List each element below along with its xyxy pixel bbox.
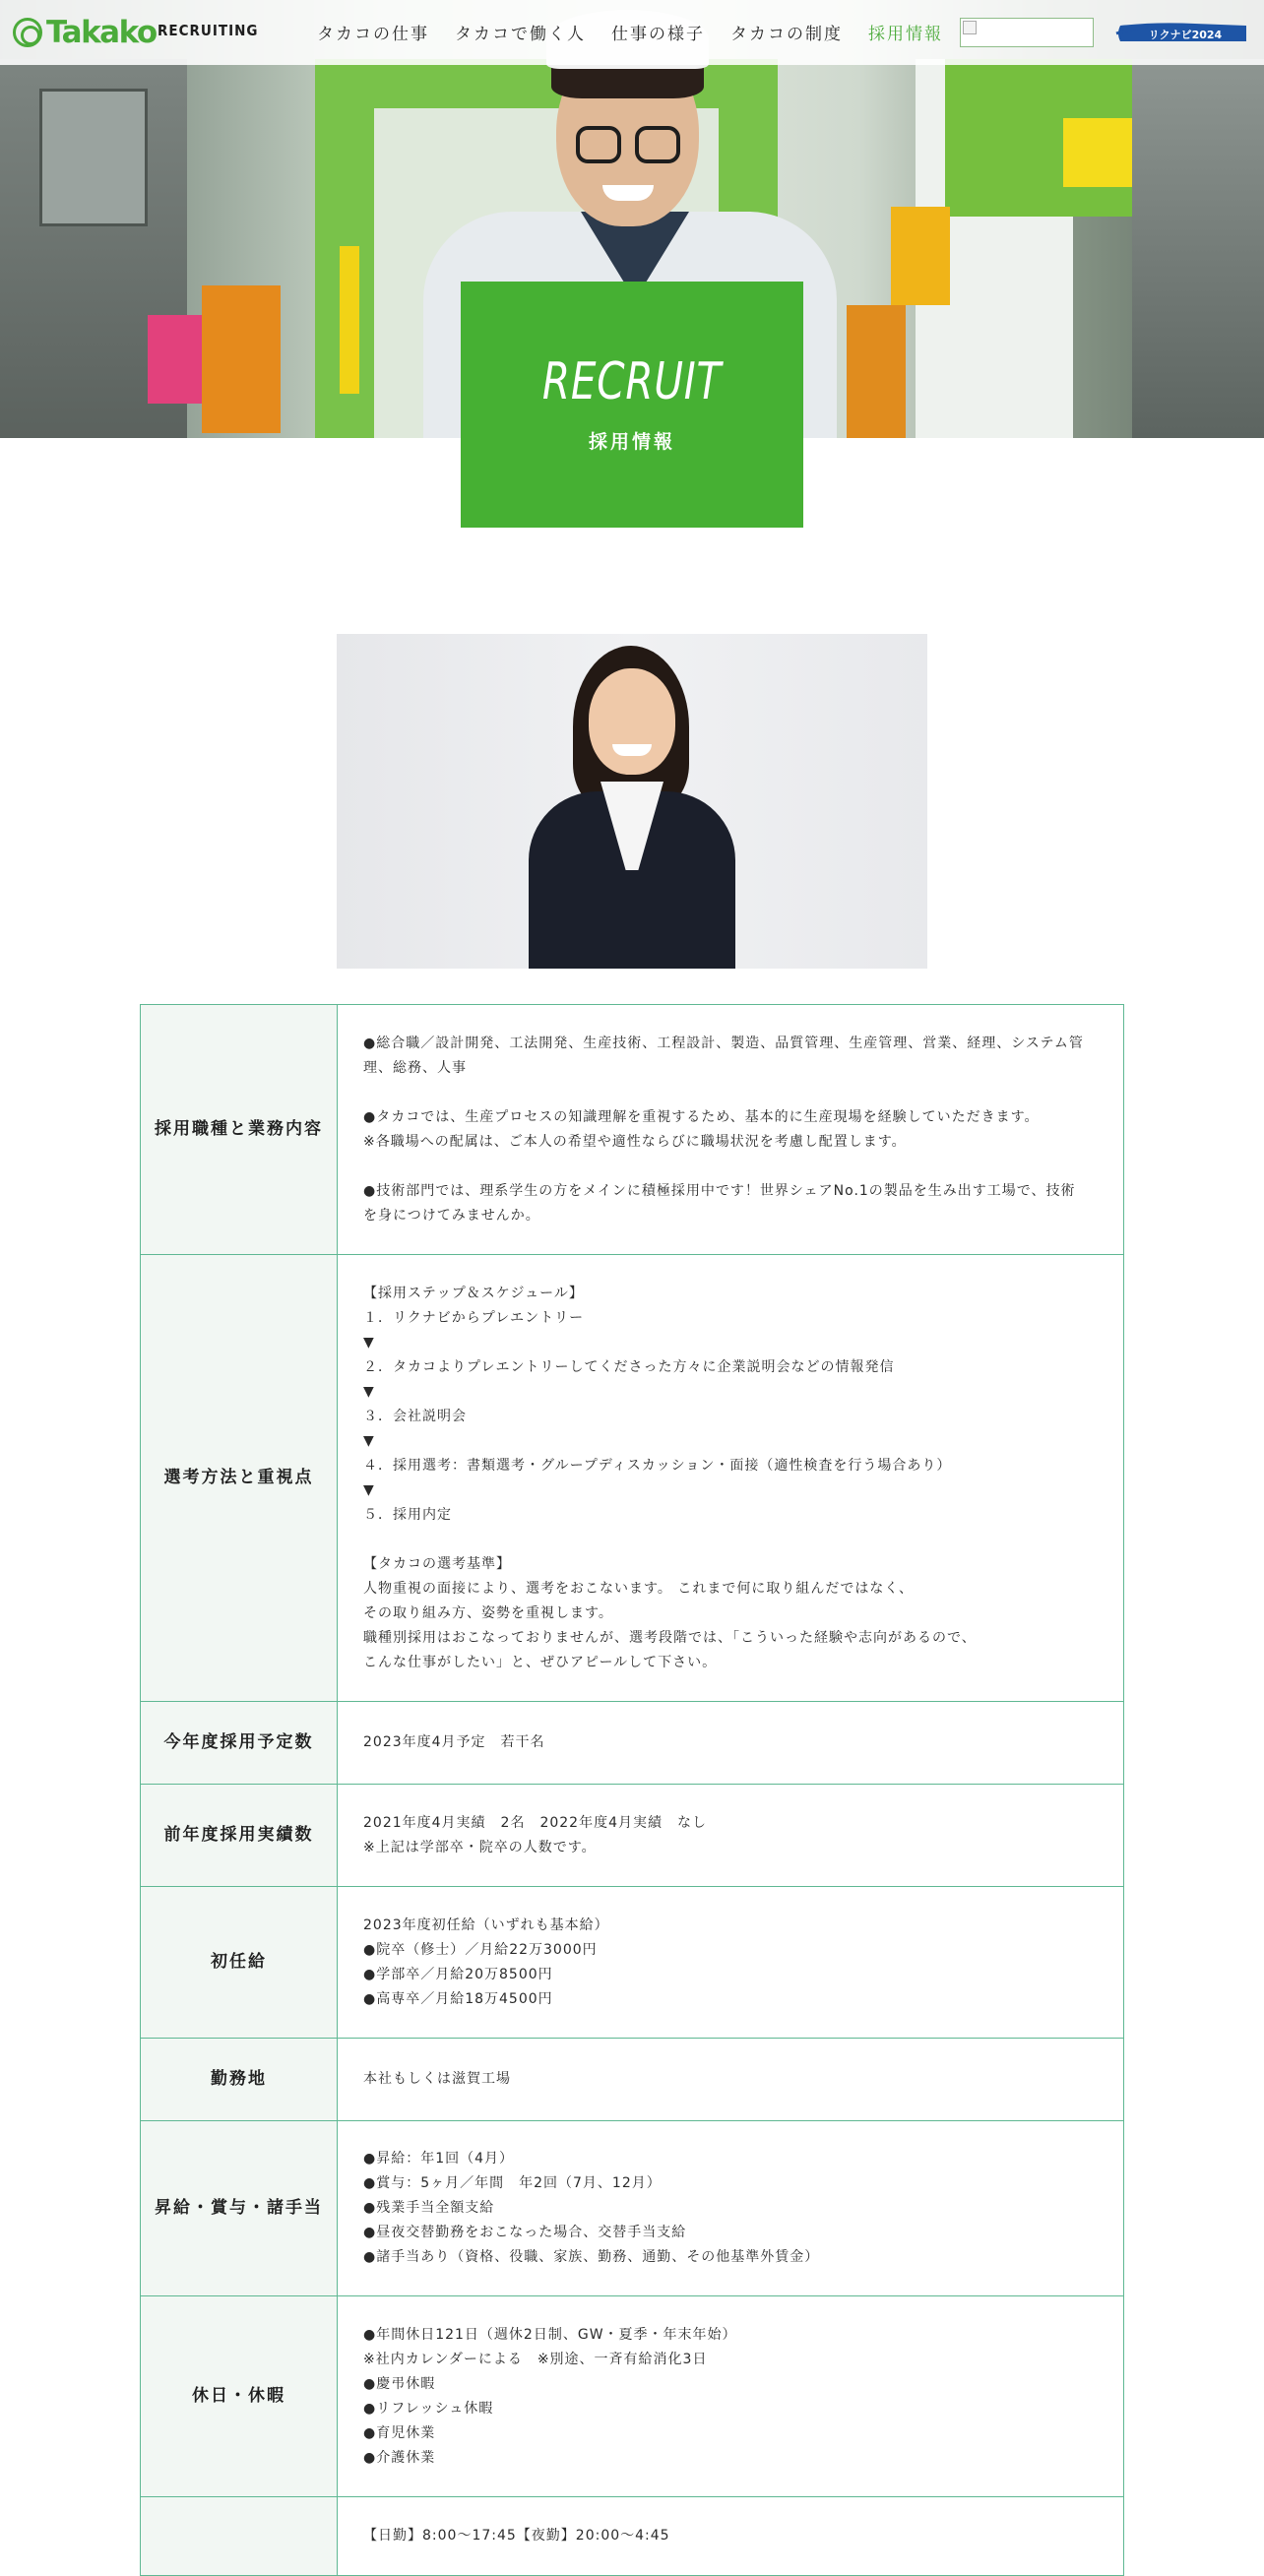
row-content-line: ５．採用内定 — [363, 1506, 452, 1523]
row-content-line: 【採用ステップ＆スケジュール】 — [363, 1285, 584, 1301]
row-content-line: ▼ — [363, 1432, 375, 1449]
row-content-line: 人物重視の面接により、選考をおこないます。 これまで何に取り組んだではなく、 — [363, 1580, 915, 1597]
row-content-line: ●高専卒／月給18万4500円 — [363, 1990, 553, 2007]
recruit-portrait-photo — [337, 634, 927, 969]
row-content-line: 2023年度初任給（いずれも基本給） — [363, 1916, 609, 1933]
row-heading: 前年度採用実績数 — [141, 1785, 338, 1887]
row-content-line: ▼ — [363, 1481, 375, 1498]
row-content-line: ●総合職／設計開発、工法開発、生産技術、工程設計、製造、品質管理、生産管理、営業、経理、システム管理、総務、人事 — [363, 1035, 1084, 1076]
row-content-line: ※上記は学部卒・院卒の人数です。 — [363, 1839, 597, 1855]
row-content-line: ●タカコでは、生産プロセスの知識理解を重視するため、基本的に生産現場を経験していただきます。 — [363, 1108, 1040, 1125]
row-content-line: ４．採用選考：書類選考・グループディスカッション・面接（適性検査を行う場合あり） — [363, 1457, 952, 1474]
page-title-box — [461, 282, 803, 528]
row-content-line: 職種別採用はおこなっておりませんが、選考段階では、「こういった経験や志向があるので、 — [363, 1629, 977, 1646]
table-row — [141, 1887, 1124, 2039]
hero-person-glasses — [635, 126, 680, 163]
table-row — [141, 2039, 1124, 2121]
row-content-line: ※各職場への配属は、ご本人の希望や適性ならびに職場状況を考慮し配置します。 — [363, 1133, 907, 1150]
row-content — [338, 1702, 1124, 1785]
row-content-line: １．リクナビからプレエントリー — [363, 1309, 585, 1326]
row-heading: 昇給・賞与・諸手当 — [141, 2121, 338, 2296]
hero-bg-panel — [39, 89, 148, 226]
hero-bg-pink-part — [148, 315, 203, 404]
row-heading — [141, 2497, 338, 2576]
hero-bg-yellow-box — [891, 207, 950, 305]
row-content-line: ●技術部門では、理系学生の方をメインに積極採用中です！世界シェアNo.1の製品を生み出す工場で、技術を身につけてみませんか。 — [363, 1182, 1076, 1224]
takako-logo-icon — [13, 18, 42, 47]
row-content-line: ▼ — [363, 1383, 375, 1400]
page-title-jp: 採用情報 — [588, 431, 675, 453]
table-row — [141, 1785, 1124, 1887]
row-content-line: ●リフレッシュ休暇 — [363, 2400, 494, 2417]
row-content-line: ●学部卒／月給20万8500円 — [363, 1966, 553, 1982]
hero-bg-orange-part — [847, 305, 906, 438]
row-content-line: ▼ — [363, 1334, 375, 1351]
recruit-info-table — [140, 1004, 1124, 2576]
row-heading: 休日・休暇 — [141, 2296, 338, 2497]
row-heading: 採用職種と業務内容 — [141, 1005, 338, 1255]
portrait-face — [589, 668, 675, 775]
broken-image-icon — [963, 21, 977, 34]
row-content — [338, 2039, 1124, 2121]
rikunabi-label: リクナビ2024 — [1148, 29, 1223, 41]
nav-item-work[interactable]: タカコの仕事 — [317, 25, 429, 44]
hero-person-smile — [602, 185, 654, 201]
row-content-line: ●年間休日121日（週休2日制、GW・夏季・年末年始） — [363, 2326, 737, 2343]
nav-item-workplace[interactable]: 仕事の様子 — [611, 25, 705, 44]
table-row — [141, 2296, 1124, 2497]
table-row — [141, 1005, 1124, 1255]
row-content-line — [363, 1155, 1090, 1179]
row-content-line: ３．会社説明会 — [363, 1408, 467, 1424]
row-heading: 今年度採用予定数 — [141, 1702, 338, 1785]
row-heading: 勤務地 — [141, 2039, 338, 2121]
hero-bg-machine — [1132, 59, 1264, 438]
row-content-line: ●昼夜交替勤務をおこなった場合、交替手当支給 — [363, 2225, 687, 2240]
row-content-line — [363, 1081, 1090, 1105]
portrait-smile — [612, 744, 652, 756]
row-heading: 選考方法と重視点 — [141, 1255, 338, 1702]
row-content-line: 2021年度4月実績 2名 2022年度4月実績 なし — [363, 1814, 707, 1831]
table-row — [141, 2121, 1124, 2296]
row-content-line: ●昇給：年1回（4月） — [363, 2151, 515, 2167]
broken-image-link[interactable] — [960, 18, 1094, 47]
row-content-line: ●育児休業 — [363, 2424, 436, 2441]
row-content — [338, 1255, 1124, 1702]
site-header — [0, 0, 1264, 65]
row-content — [338, 1005, 1124, 1255]
row-content-line: 本社もしくは滋賀工場 — [363, 2071, 511, 2087]
row-content-line: 【タカコの選考基準】 — [363, 1555, 511, 1572]
nav-item-system[interactable]: タカコの制度 — [730, 25, 843, 44]
row-content-line: 【日勤】8:00～17:45【夜勤】20:00～4:45 — [363, 2528, 670, 2544]
hero-bg-yellow-bar — [340, 246, 359, 394]
row-content-line — [363, 1528, 1090, 1552]
row-content-line: ２．タカコよりプレエントリーしてくださった方々に企業説明会などの情報発信 — [363, 1358, 895, 1375]
section-label: RECRUITING — [158, 22, 259, 39]
takako-logo[interactable] — [13, 14, 157, 51]
rikunabi-2024-logo[interactable] — [1116, 22, 1250, 43]
row-content-line: その取り組み方、姿勢を重視します。 — [363, 1604, 613, 1621]
logo-text: Takako — [46, 15, 157, 50]
table-row — [141, 1255, 1124, 1702]
row-content — [338, 1785, 1124, 1887]
row-content — [338, 2121, 1124, 2296]
row-content-line: 2023年度4月予定 若干名 — [363, 1734, 545, 1750]
hero-bg-orange-part — [202, 285, 281, 433]
row-content-line: ●慶弔休暇 — [363, 2375, 436, 2392]
nav-item-recruit[interactable]: 採用情報 — [868, 25, 943, 44]
row-content — [338, 2296, 1124, 2497]
row-content-line: ●院卒（修士）／月給22万3000円 — [363, 1941, 598, 1958]
row-content — [338, 1887, 1124, 2039]
main-nav — [317, 20, 969, 44]
page-title-en: RECRUIT — [541, 352, 723, 411]
row-content-line: ●残業手当全額支給 — [363, 2200, 495, 2216]
row-content-line: ●諸手当あり（資格、役職、家族、勤務、通勤、その他基準外賃金） — [363, 2249, 820, 2265]
table-row — [141, 2497, 1124, 2576]
row-content-line: こんな仕事がしたい」と、ぜひアピールして下さい。 — [363, 1654, 718, 1670]
row-content — [338, 2497, 1124, 2576]
row-content-line: ※社内カレンダーによる ※別途、一斉有給消化3日 — [363, 2351, 708, 2367]
row-heading: 初任給 — [141, 1887, 338, 2039]
row-content-line: ●賞与：5ヶ月／年間 年2回（7月、12月） — [363, 2175, 662, 2191]
row-content-line: ●介護休業 — [363, 2449, 436, 2466]
hero-person-glasses — [576, 126, 621, 163]
table-row — [141, 1702, 1124, 1785]
nav-item-people[interactable]: タカコで働く人 — [455, 25, 586, 44]
